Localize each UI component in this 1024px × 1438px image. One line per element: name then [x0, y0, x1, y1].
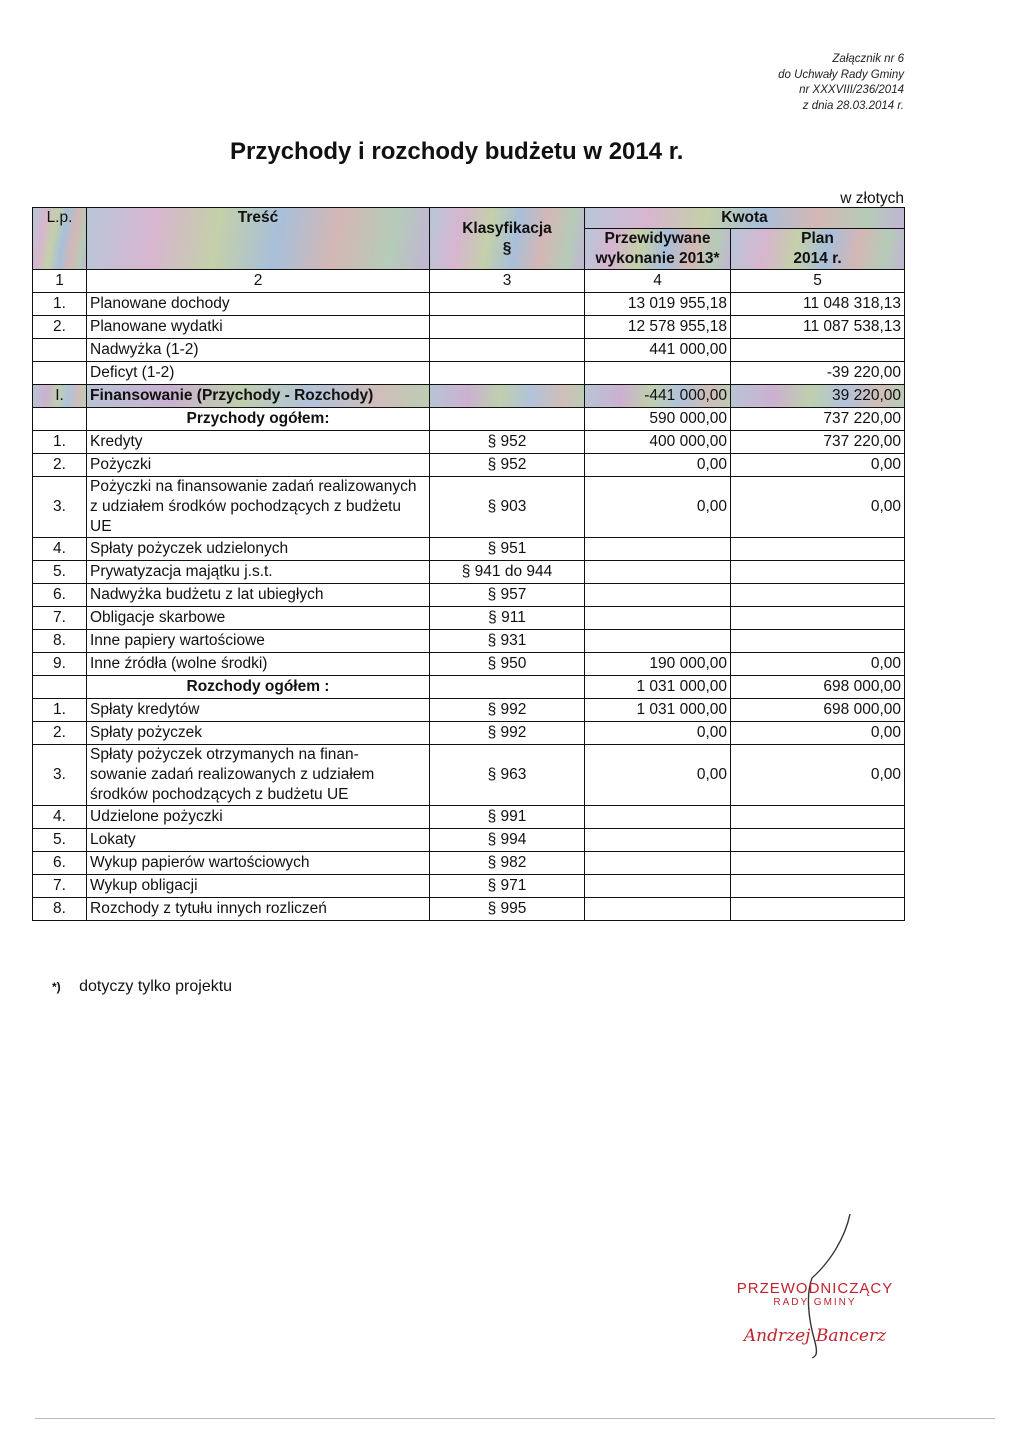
stamp-name: Andrzej Bancerz: [743, 1326, 887, 1346]
row-lp: 2.: [33, 722, 87, 745]
row-lp: 5.: [33, 829, 87, 852]
row-value-2013: 1 031 000,00: [585, 676, 731, 699]
row-value-2014: 0,00: [731, 477, 905, 538]
row-name: Rozchody ogółem :: [87, 676, 430, 699]
column-number-5: 5: [731, 270, 905, 293]
annex-line-4: z dnia 28.03.2014 r.: [802, 99, 904, 112]
page-bottom-rule: [35, 1418, 995, 1419]
row-name: Udzielone pożyczki: [87, 806, 430, 829]
row-classification: § 963: [430, 745, 585, 806]
row-name: Planowane wydatki: [87, 316, 430, 339]
row-value-2013: 0,00: [585, 745, 731, 806]
row-name-line: sowanie zadań realizowanych z udziałem: [90, 766, 375, 783]
header-tresc: Treść: [87, 208, 430, 270]
row-name: Nadwyżka budżetu z lat ubiegłych: [87, 584, 430, 607]
row-classification: § 911: [430, 607, 585, 630]
row-classification: § 995: [430, 898, 585, 921]
row-value-2014: 737 220,00: [731, 408, 905, 431]
row-lp: 9.: [33, 653, 87, 676]
row-lp: 8.: [33, 630, 87, 653]
column-number-3: 3: [430, 270, 585, 293]
row-name: Inne źródła (wolne środki): [87, 653, 430, 676]
footnote-mark: *): [52, 980, 61, 994]
row-name: Nadwyżka (1-2): [87, 339, 430, 362]
column-number-1: 1: [33, 270, 87, 293]
row-classification: § 952: [430, 454, 585, 477]
row-lp: 2.: [33, 316, 87, 339]
row-value-2013: 0,00: [585, 454, 731, 477]
row-name: Wykup papierów wartościowych: [87, 852, 430, 875]
stamp-subtitle: RADY GMINY: [773, 1297, 857, 1308]
row-classification: § 903: [430, 477, 585, 538]
footnote-text: dotyczy tylko projektu: [79, 978, 233, 995]
header-kwota: Kwota: [585, 208, 905, 229]
row-name: Obligacje skarbowe: [87, 607, 430, 630]
row-name: Rozchody z tytułu innych rozliczeń: [87, 898, 430, 921]
row-value-2013: 13 019 955,18: [585, 293, 731, 316]
row-classification: § 957: [430, 584, 585, 607]
row-value-2014: 737 220,00: [731, 431, 905, 454]
row-value-2013: 1 031 000,00: [585, 699, 731, 722]
row-lp: 7.: [33, 875, 87, 898]
row-value-2013: 441 000,00: [585, 339, 731, 362]
row-lp: 3.: [33, 477, 87, 538]
row-lp: 6.: [33, 852, 87, 875]
row-classification: § 992: [430, 699, 585, 722]
row-name: Deficyt (1-2): [87, 362, 430, 385]
row-value-2014: -39 220,00: [731, 362, 905, 385]
header-plan-line-1: Plan: [801, 230, 834, 247]
row-name: Lokaty: [87, 829, 430, 852]
row-lp: 6.: [33, 584, 87, 607]
row-classification: § 952: [430, 431, 585, 454]
row-classification: § 951: [430, 538, 585, 561]
row-lp: 1.: [33, 699, 87, 722]
header-przewidywane-line-2: wykonanie 2013*: [595, 250, 720, 267]
row-lp: 4.: [33, 806, 87, 829]
row-lp: 1.: [33, 431, 87, 454]
row-name: Przychody ogółem:: [87, 408, 430, 431]
row-classification: § 982: [430, 852, 585, 875]
row-classification: § 994: [430, 829, 585, 852]
row-lp: 2.: [33, 454, 87, 477]
row-lp: 3.: [33, 745, 87, 806]
row-value-2013: 400 000,00: [585, 431, 731, 454]
header-klasyfikacja-label: Klasyfikacja: [462, 219, 552, 237]
row-name: Inne papiery wartościowe: [87, 630, 430, 653]
header-lp: L.p.: [33, 208, 87, 270]
row-classification: § 991: [430, 806, 585, 829]
document-title: Przychody i rozchody budżetu w 2014 r.: [230, 138, 684, 165]
signature-stamp: [720, 1280, 910, 1346]
annex-line-3: nr XXXVIII/236/2014: [799, 84, 904, 96]
row-classification: § 992: [430, 722, 585, 745]
row-value-2013: 590 000,00: [585, 408, 731, 431]
row-name-line: Spłaty pożyczek otrzymanych na finan-: [90, 746, 359, 763]
header-plan-line-2: 2014 r.: [793, 250, 842, 267]
row-value-2014: 39 220,00: [731, 385, 905, 408]
currency-unit-label: w złotych: [840, 190, 904, 207]
row-lp: 8.: [33, 898, 87, 921]
row-value-2014: 698 000,00: [731, 699, 905, 722]
row-name: Finansowanie (Przychody - Rozchody): [87, 385, 430, 408]
stamp-title: PRZEWODNICZĄCY: [736, 1280, 894, 1297]
row-classification: § 971: [430, 875, 585, 898]
row-value-2014: 0,00: [731, 722, 905, 745]
row-name: Prywatyzacja majątku j.s.t.: [87, 561, 430, 584]
row-value-2014: 0,00: [731, 745, 905, 806]
row-name: Spłaty pożyczek: [87, 722, 430, 745]
annex-line-1: Załącznik nr 6: [832, 53, 904, 65]
row-lp: 7.: [33, 607, 87, 630]
column-number-4: 4: [585, 270, 731, 293]
row-lp: 1.: [33, 293, 87, 316]
row-lp: 5.: [33, 561, 87, 584]
header-przewidywane-line-1: Przewidywane: [604, 230, 711, 247]
row-lp: I.: [33, 385, 87, 408]
row-value-2014: 0,00: [731, 454, 905, 477]
row-name-line: środków pochodzących z budżetu UE: [90, 786, 349, 803]
row-classification: § 941 do 944: [430, 561, 585, 584]
row-name: Pożyczki: [87, 454, 430, 477]
row-value-2014: 11 087 538,13: [731, 316, 905, 339]
row-name: Kredyty: [87, 431, 430, 454]
row-value-2013: 12 578 955,18: [585, 316, 731, 339]
row-lp: 4.: [33, 538, 87, 561]
row-name: Spłaty pożyczek udzielonych: [87, 538, 430, 561]
row-value-2013: 0,00: [585, 477, 731, 538]
row-name: Wykup obligacji: [87, 875, 430, 898]
row-classification: § 950: [430, 653, 585, 676]
row-value-2014: 698 000,00: [731, 676, 905, 699]
header-klasyfikacja-sign: §: [502, 239, 512, 257]
row-value-2013: -441 000,00: [585, 385, 731, 408]
annex-line-2: do Uchwały Rady Gminy: [778, 68, 904, 81]
row-value-2014: 11 048 318,13: [731, 293, 905, 316]
row-name: Pożyczki na finansowanie zadań realizowanych z udziałem środków pochodzących z budżetu UE: [87, 477, 430, 538]
row-name: Planowane dochody: [87, 293, 430, 316]
row-value-2014: 0,00: [731, 653, 905, 676]
row-classification: § 931: [430, 630, 585, 653]
column-number-2: 2: [87, 270, 430, 293]
row-value-2013: 0,00: [585, 722, 731, 745]
row-name: Spłaty kredytów: [87, 699, 430, 722]
row-value-2013: 190 000,00: [585, 653, 731, 676]
